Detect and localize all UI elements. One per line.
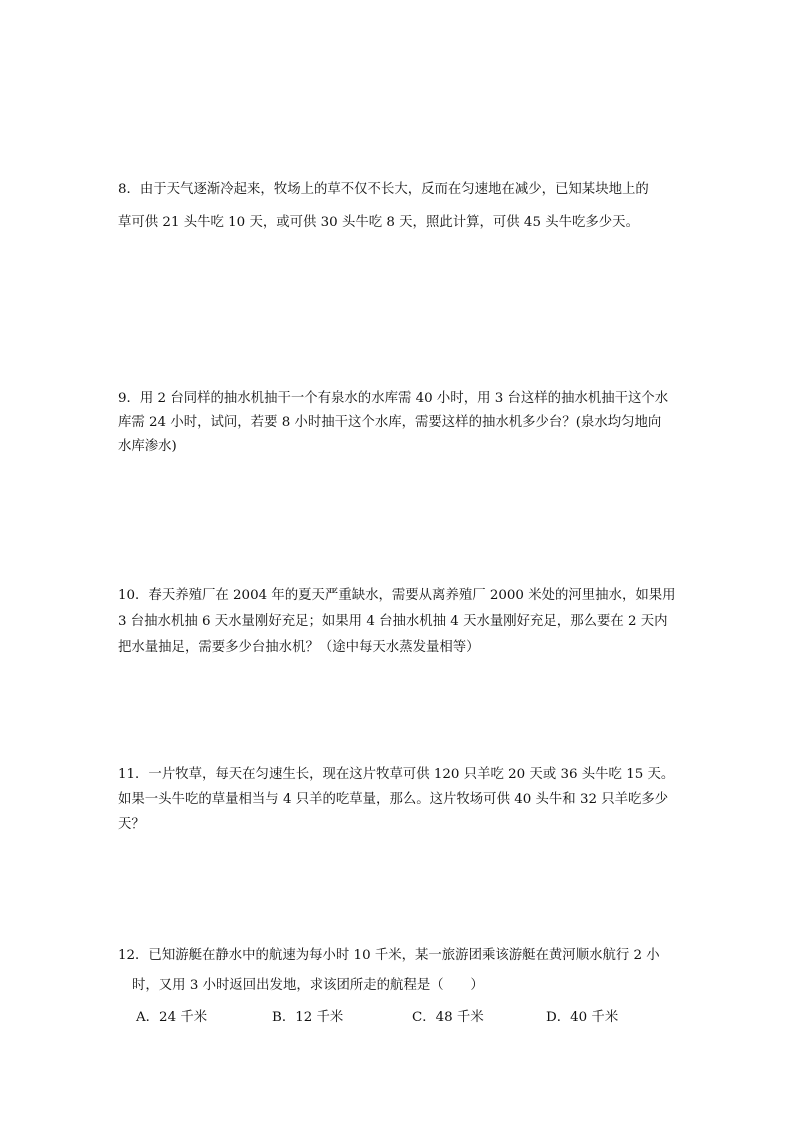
question-9-line-2: 库需 24 小时，试问，若要 8 小时抽干这个水库，需要这样的抽水机多少台？(泉水均匀地向 <box>118 415 662 430</box>
question-11-line-1: 11．一片牧草，每天在匀速生长，现在这片牧草可供 120 只羊吃 20 天或 36 头牛吃 15 天。 <box>118 767 675 782</box>
option-a: A．24 千米 <box>136 1010 208 1025</box>
question-8-line-1: 8．由于天气逐渐冷起来，牧场上的草不仅不长大，反而在匀速地在减少，已知某块地上的 <box>118 182 649 197</box>
question-9-line-3: 水库渗水) <box>118 439 177 454</box>
question-11-line-3: 天？ <box>118 817 145 832</box>
option-d: D．40 千米 <box>546 1010 619 1025</box>
option-c: C．48 千米 <box>412 1010 484 1025</box>
option-b: B．12 千米 <box>272 1010 344 1025</box>
question-10-line-3: 把水量抽足，需要多少台抽水机？（途中每天水蒸发量相等） <box>118 640 480 655</box>
question-10-line-1: 10．春天养殖厂在 2004 年的夏天严重缺水，需要从离养殖厂 2000 米处的河里抽水，如果用 <box>118 588 676 603</box>
question-12-line-1: 12．已知游艇在静水中的航速为每小时 10 千米，某一旅游团乘该游艇在黄河顺水航行 2 小 <box>118 948 660 963</box>
question-10-line-2: 3 台抽水机抽 6 天水量刚好充足；如果用 4 台抽水机抽 4 天水量刚好充足，那么要在 2 天内 <box>118 614 668 629</box>
question-8-line-2: 草可供 21 头牛吃 10 天，或可供 30 头牛吃 8 天，照此计算，可供 45 头牛吃多少天。 <box>118 215 639 230</box>
question-11-line-2: 如果一头牛吃的草量相当与 4 只羊的吃草量，那么。这片牧场可供 40 头牛和 32 只羊吃多少 <box>118 792 669 807</box>
question-12-line-2: 时，又用 3 小时返回出发地，求该团所走的航程是（ ） <box>132 978 484 993</box>
question-9-line-1: 9．用 2 台同样的抽水机抽干一个有泉水的水库需 40 小时，用 3 台这样的抽水机抽干这个水 <box>118 391 669 406</box>
